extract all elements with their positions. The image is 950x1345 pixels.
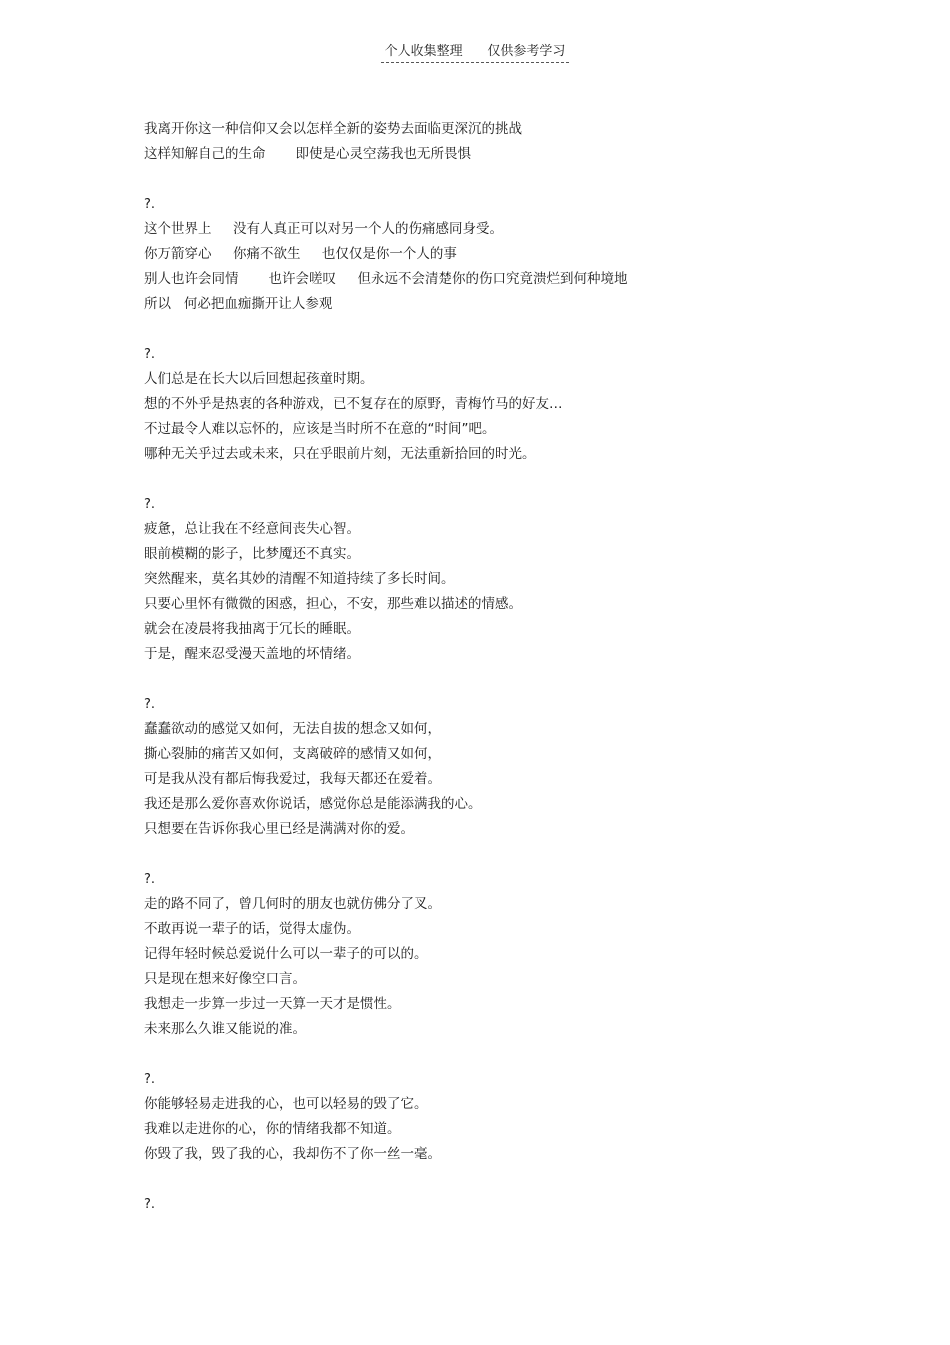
text-line: 我还是那么爱你喜欢你说话，感觉你总是能添满我的心。 bbox=[144, 796, 482, 812]
text-line: 记得年轻时候总爱说什么可以一辈子的可以的。 bbox=[144, 946, 428, 962]
blank-line bbox=[144, 467, 864, 492]
section-marker: ?. bbox=[144, 872, 156, 887]
text-line: 不敢再说一辈子的话，觉得太虚伪。 bbox=[144, 921, 360, 937]
section-marker: ?. bbox=[144, 497, 156, 512]
text-line: 疲惫，总让我在不经意间丧失心智。 bbox=[144, 521, 360, 537]
text-line: 于是，醒来忍受漫天盖地的坏情绪。 bbox=[144, 646, 360, 662]
text-line: 眼前模糊的影子，比梦魇还不真实。 bbox=[144, 546, 360, 562]
section-marker: ?. bbox=[144, 197, 156, 212]
text-line: 你万箭穿心 你痛不欲生 也仅仅是你一个人的事 bbox=[144, 246, 457, 262]
text-line: 只想要在告诉你我心里已经是满满对你的爱。 bbox=[144, 821, 414, 837]
text-line: 我想走一步算一步过一天算一天才是惯性。 bbox=[144, 996, 401, 1012]
text-line: 就会在凌晨将我抽离于冗长的睡眠。 bbox=[144, 621, 360, 637]
text-line: 未来那么久谁又能说的准。 bbox=[144, 1021, 306, 1037]
text-line: 这个世界上 没有人真正可以对另一个人的伤痛感同身受。 bbox=[144, 221, 503, 237]
document-body bbox=[144, 117, 864, 1217]
section-marker: ?. bbox=[144, 697, 156, 712]
text-line: 你毁了我，毁了我的心，我却伤不了你一丝一毫。 bbox=[144, 1146, 441, 1162]
text-line: 撕心裂肺的痛苦又如何，支离破碎的感情又如何， bbox=[144, 746, 441, 762]
text-line: 哪种无关乎过去或未来，只在乎眼前片刻，无法重新拾回的时光。 bbox=[144, 446, 536, 462]
text-line: 想的不外乎是热衷的各种游戏，已不复存在的原野，青梅竹马的好友… bbox=[144, 396, 563, 412]
blank-line bbox=[144, 842, 864, 867]
blank-line bbox=[144, 167, 864, 192]
text-line: 所以 何必把血痂撕开让人参观 bbox=[144, 296, 333, 312]
text-line: 走的路不同了，曾几何时的朋友也就仿佛分了叉。 bbox=[144, 896, 441, 912]
text-line: 只是现在想来好像空口言。 bbox=[144, 971, 306, 987]
text-line: 别人也许会同情 也许会嗟叹 但永远不会清楚你的伤口究竟溃烂到何种境地 bbox=[144, 271, 628, 287]
blank-line bbox=[144, 1167, 864, 1192]
section-marker: ?. bbox=[144, 1197, 156, 1212]
text-line: 蠢蠢欲动的感觉又如何，无法自拔的想念又如何， bbox=[144, 721, 441, 737]
blank-line bbox=[144, 1042, 864, 1067]
text-line: 只要心里怀有微微的困惑，担心，不安，那些难以描述的情感。 bbox=[144, 596, 522, 612]
text-line: 我难以走进你的心，你的情绪我都不知道。 bbox=[144, 1121, 401, 1137]
text-line: 人们总是在长大以后回想起孩童时期。 bbox=[144, 371, 374, 387]
page-header bbox=[0, 40, 950, 63]
text-line: 你能够轻易走进我的心，也可以轻易的毁了它。 bbox=[144, 1096, 428, 1112]
text-line: 我离开你这一种信仰又会以怎样全新的姿势去面临更深沉的挑战 bbox=[144, 121, 522, 137]
blank-line bbox=[144, 667, 864, 692]
text-line: 可是我从没有都后悔我爱过，我每天都还在爱着。 bbox=[144, 771, 441, 787]
text-line: 突然醒来，莫名其妙的清醒不知道持续了多长时间。 bbox=[144, 571, 455, 587]
text-line: 这样知解自己的生命 即使是心灵空荡我也无所畏惧 bbox=[144, 146, 472, 162]
text-line: 不过最令人难以忘怀的，应该是当时所不在意的“时间”吧。 bbox=[144, 421, 496, 437]
header-text: 个人收集整理 仅供参考学习 bbox=[381, 43, 570, 63]
section-marker: ?. bbox=[144, 1072, 156, 1087]
blank-line bbox=[144, 317, 864, 342]
section-marker: ?. bbox=[144, 347, 156, 362]
